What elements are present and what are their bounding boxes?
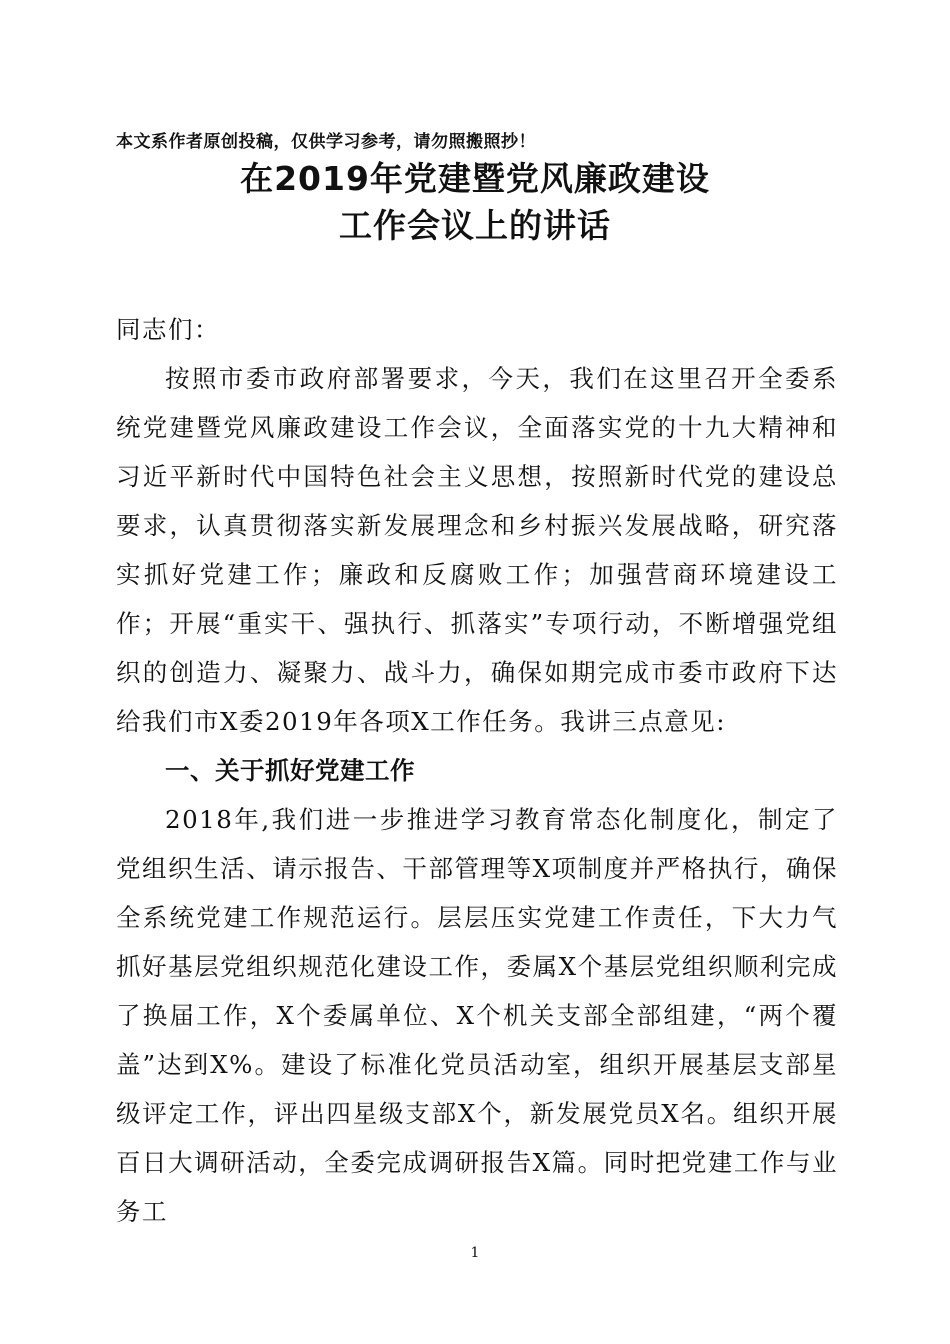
document-title-line-2: 工作会议上的讲话: [339, 206, 611, 245]
paragraph-2018-review: 2018年,我们进一步推进学习教育常态化制度化，制定了党组织生活、请示报告、干部管理等X项制度并严格执行，确保全系统党建工作规范运行。层层压实党建工作责任，下大力气抓好基层党组织规范化建设工作，委属X个基层党组织顺利完成了换届工作，X个委属单位、X个机关支部全部组建，“两个覆盖”达到X%。建设了标准化党员活动室，组织开展基层支部星级评定工作，评出四星级支部X个，新发展党员X名。组织开展百日大调研活动，全委完成调研报告X篇。同时把党建工作与业务工: [116, 805, 838, 1226]
page-number: 1: [470, 1245, 480, 1261]
disclaimer-note: 本文系作者原创投稿，仅供学习参考，请勿照搬照抄！: [116, 132, 536, 152]
document-body: [116, 305, 838, 1236]
salutation: 同志们：: [116, 315, 220, 344]
paragraph-intro: 按照市委市政府部署要求，今天，我们在这里召开全委系统党建暨党风廉政建设工作会议，全面落实党的十九大精神和习近平新时代中国特色社会主义思想，按照新时代党的建设总要求，认真贯彻落实新发展理念和乡村振兴发展战略，研究落实抓好党建工作；廉政和反腐败工作；加强营商环境建设工作；开展“重实干、强执行、抓落实”专项行动，不断增强党组织的创造力、凝聚力、战斗力，确保如期完成市委市政府下达给我们市X委2019年各项X工作任务。我讲三点意见:: [116, 364, 838, 736]
document-title-line-1: 在2019年党建暨党风廉政建设: [240, 159, 710, 198]
section-heading-party-building: 一、关于抓好党建工作: [165, 756, 415, 785]
